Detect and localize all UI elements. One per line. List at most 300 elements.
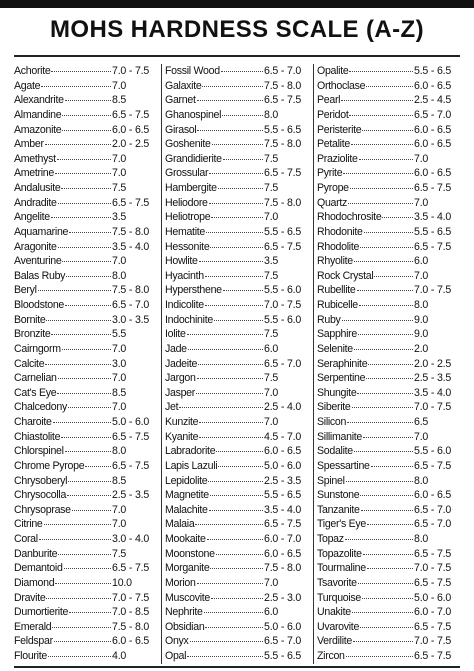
dot-leader (202, 86, 263, 87)
list-item (165, 386, 310, 401)
gem-name: Achorite (14, 65, 51, 77)
gem-name: Rhyolite (317, 255, 353, 268)
hardness-value: 5.5 - 6.0 (264, 284, 302, 297)
dot-leader (210, 247, 263, 248)
list-item (165, 400, 310, 415)
list-item (165, 357, 310, 372)
gem-name: Aventurine (14, 255, 62, 268)
list-item (165, 283, 310, 298)
gem-name: Heliotrope (165, 211, 211, 224)
gem-name: Garnet (165, 94, 196, 107)
hardness-value: 6.5 - 7.5 (112, 196, 150, 209)
gem-name: Hambergite (165, 182, 217, 194)
hardness-value: 3.0 - 3.5 (112, 313, 150, 326)
hardness-value: 10.0 (112, 576, 132, 589)
hardness-value: 5.5 - 6.0 (414, 445, 452, 458)
gem-name: Shungite (317, 386, 357, 399)
dot-leader (72, 510, 111, 511)
list-item (317, 240, 460, 255)
list-item (14, 283, 158, 298)
list-item (14, 605, 158, 620)
list-item (14, 459, 158, 474)
gem-name: Aragonite (14, 240, 57, 253)
list-item (165, 561, 310, 576)
gem-name: Serpentine (317, 372, 366, 385)
dot-leader (354, 349, 413, 350)
list-item (317, 430, 460, 445)
dot-leader (199, 422, 263, 423)
gem-name: Sapphire (317, 328, 358, 341)
gem-name: Chlorspinel (14, 445, 64, 458)
gem-name: Turquoise (317, 591, 362, 604)
hardness-value: 6.5 - 7.0 (264, 357, 302, 370)
list-item (14, 181, 158, 196)
hardness-value: 6.5 - 7.5 (112, 562, 150, 575)
hardness-value: 7.0 (264, 576, 279, 589)
hardness-value: 7.0 - 7.5 (112, 591, 150, 604)
dot-leader (360, 627, 413, 628)
dot-leader (366, 378, 413, 379)
hardness-value: 7.0 (112, 79, 127, 92)
list-item (317, 415, 460, 430)
hardness-value: 5.5 - 6.5 (264, 489, 302, 502)
hardness-value: 2.0 - 2.5 (112, 138, 150, 151)
list-item (317, 196, 460, 211)
list-item (165, 327, 310, 342)
dot-leader (58, 378, 111, 379)
list-item (317, 620, 460, 635)
hardness-value: 2.5 - 3.0 (264, 591, 302, 604)
gem-name: Lapis Lazuli (165, 459, 218, 472)
gem-name: Girasol (165, 123, 197, 136)
gem-name: Jargon (165, 372, 196, 385)
list-item (14, 313, 158, 328)
dot-leader (197, 100, 263, 101)
gem-name: Iolite (165, 328, 186, 341)
list-item (14, 386, 158, 401)
hardness-value: 7.5 (264, 372, 279, 385)
dot-leader (351, 144, 413, 145)
gem-name: Moonstone (165, 547, 215, 560)
hardness-value: 7.0 (112, 255, 127, 268)
gem-name: Goshenite (165, 138, 211, 151)
dot-leader (360, 495, 413, 496)
gem-name: Rhodolite (317, 240, 360, 253)
list-item (165, 137, 310, 152)
hardness-value: 6.5 - 7.5 (414, 547, 452, 560)
top-border-bar (0, 0, 474, 8)
list-item (317, 357, 460, 372)
list-item (14, 634, 158, 649)
list-item (14, 108, 158, 123)
list-item (317, 108, 460, 123)
gem-name: Feldspar (14, 635, 53, 648)
hardness-value: 7.0 - 7.5 (414, 562, 452, 575)
page-title: MOHS HARDNESS SCALE (A-Z) (50, 16, 424, 43)
list-item (165, 415, 310, 430)
list-item (317, 313, 460, 328)
column-1 (14, 64, 158, 664)
list-item (165, 605, 310, 620)
gem-name: Almandine (14, 108, 62, 121)
hardness-value: 7.0 - 7.5 (264, 299, 302, 311)
dot-leader (216, 451, 263, 452)
dot-leader (218, 466, 263, 467)
list-item (14, 196, 158, 211)
dot-leader (61, 188, 111, 189)
hardness-value: 7.0 (264, 211, 279, 224)
hardness-value: 6.5 - 7.0 (414, 108, 452, 121)
list-item (165, 444, 310, 459)
hardness-value: 7.5 - 8.0 (264, 196, 302, 209)
gem-name: Amethyst (14, 152, 56, 165)
gem-name: Orthoclase (317, 79, 366, 92)
gem-name: Galaxite (165, 79, 202, 92)
list-item (14, 327, 158, 342)
dot-leader (347, 422, 413, 423)
gem-name: Lepidolite (165, 474, 208, 487)
list-item (165, 64, 310, 79)
hardness-value: 3.0 (112, 357, 127, 370)
column-divider (161, 64, 162, 664)
column-2 (165, 64, 310, 664)
dot-leader (342, 320, 413, 321)
hardness-value: 2.5 - 4.5 (414, 94, 452, 107)
list-item (165, 591, 310, 606)
list-item (317, 561, 460, 576)
hardness-value: 7.0 (414, 152, 429, 165)
dot-leader (353, 641, 413, 642)
hardness-value: 6.5 - 7.5 (264, 518, 302, 531)
hardness-value: 6.5 - 7.0 (112, 299, 150, 311)
list-item (317, 64, 460, 79)
hardness-value: 6.5 - 7.5 (112, 108, 150, 121)
hardness-value: 3.5 - 4.0 (414, 211, 452, 224)
list-item (14, 152, 158, 167)
dot-leader (196, 393, 263, 394)
list-item (317, 547, 460, 562)
hardness-value: 6.5 - 7.0 (414, 518, 452, 531)
hardness-value: 6.5 - 7.5 (414, 620, 452, 633)
gem-name: Demantoid (14, 562, 63, 575)
dot-leader (39, 539, 111, 540)
dot-leader (366, 86, 413, 87)
list-item (317, 210, 460, 225)
hardness-value: 5.5 - 6.5 (414, 225, 452, 238)
list-item (317, 166, 460, 181)
gem-name: Tsavorite (317, 576, 357, 589)
hardness-value: 6.5 - 7.5 (414, 650, 452, 662)
hardness-value: 7.5 (264, 152, 279, 165)
hardness-value: 6.5 - 7.5 (414, 459, 452, 472)
hardness-value: 6.5 - 7.5 (264, 240, 302, 253)
list-item (165, 210, 310, 225)
dot-leader (223, 159, 263, 160)
list-item (317, 283, 460, 298)
dot-leader (222, 115, 263, 116)
dot-leader (214, 320, 263, 321)
hardness-value: 5.0 - 6.0 (264, 459, 302, 472)
hardness-value: 3.5 - 4.0 (414, 386, 452, 399)
dot-leader (69, 232, 111, 233)
list-item (14, 488, 158, 503)
list-item (14, 517, 158, 532)
list-item (165, 108, 310, 123)
gem-name: Pyrite (317, 167, 343, 180)
gem-name: Chrome Pyrope (14, 459, 85, 472)
dot-leader (54, 641, 111, 642)
column-divider (313, 64, 314, 664)
hardness-value: 6.0 (414, 255, 429, 268)
list-item (165, 532, 310, 547)
dot-leader (343, 173, 413, 174)
gem-name: Verdilite (317, 635, 352, 648)
list-item (317, 532, 460, 547)
hardness-value: 9.0 (414, 328, 429, 341)
gem-name: Dumortierite (14, 606, 69, 619)
gem-name: Labradorite (165, 445, 216, 458)
gem-name: Rhodochrosite (317, 211, 382, 224)
dot-leader (195, 524, 263, 525)
hardness-value: 7.5 (112, 547, 127, 560)
dot-leader (358, 334, 413, 335)
dot-leader (367, 568, 413, 569)
gem-name: Jade (165, 342, 187, 355)
list-item (14, 240, 158, 255)
list-item (317, 254, 460, 269)
list-item (165, 517, 310, 532)
dot-leader (62, 261, 111, 262)
list-item (14, 79, 158, 94)
list-item (14, 430, 158, 445)
list-item (317, 474, 460, 489)
gem-name: Hematite (165, 225, 205, 238)
list-item (14, 357, 158, 372)
hardness-value: 2.5 - 3.5 (414, 372, 452, 385)
list-item (165, 240, 310, 255)
gem-name: Coral (14, 533, 38, 545)
gem-name: Chrysocolla (14, 489, 67, 502)
dot-leader (55, 173, 111, 174)
hardness-value: 6.0 (264, 342, 279, 355)
gem-name: Praziolite (317, 152, 358, 165)
list-item (317, 137, 460, 152)
list-item (165, 371, 310, 386)
hardness-value: 5.5 - 6.5 (264, 225, 302, 238)
hardness-value: 4.5 - 7.0 (264, 430, 302, 443)
hardness-value: 3.5 - 4.0 (112, 240, 150, 253)
hardness-value: 3.5 (264, 255, 279, 268)
gem-name: Nephrite (165, 606, 203, 619)
hardness-value: 6.0 - 6.5 (264, 445, 302, 458)
hardness-value: 8.5 (112, 474, 127, 487)
dot-leader (62, 115, 111, 116)
gem-name: Rock Crystal (317, 269, 374, 282)
dot-leader (367, 524, 413, 525)
gem-name: Angelite (14, 211, 50, 224)
list-item (14, 576, 158, 591)
list-item (14, 649, 158, 664)
dot-leader (85, 466, 111, 467)
list-item (165, 123, 310, 138)
list-item (165, 254, 310, 269)
gem-name: Topazolite (317, 547, 362, 560)
gem-name: Grandidierite (165, 152, 222, 165)
dot-leader (205, 276, 263, 277)
hardness-value: 7.0 (414, 196, 429, 209)
gem-name: Tanzanite (317, 503, 360, 516)
list-item (165, 225, 310, 240)
gem-name: Diamond (14, 576, 55, 589)
column-3 (317, 64, 460, 664)
gem-name: Indicolite (165, 299, 204, 311)
dot-leader (52, 627, 111, 628)
gem-name: Emerald (14, 620, 52, 633)
dot-leader (41, 86, 111, 87)
dot-leader (61, 437, 111, 438)
dot-leader (349, 71, 413, 72)
gem-name: Malachite (165, 503, 208, 516)
list-item (165, 152, 310, 167)
gem-name: Bornite (14, 313, 46, 326)
dot-leader (357, 393, 413, 394)
hardness-value: 6.5 - 7.0 (414, 503, 452, 516)
dot-leader (341, 100, 413, 101)
hardness-value: 6.5 - 7.5 (414, 182, 452, 194)
dot-leader (361, 510, 413, 511)
list-item (14, 591, 158, 606)
hardness-value: 6.0 - 6.5 (414, 138, 452, 151)
hardness-value: 6.0 - 6.5 (264, 547, 302, 560)
gem-name: Sunstone (317, 489, 360, 502)
dot-leader (46, 320, 111, 321)
hardness-value: 7.0 (112, 372, 127, 385)
dot-leader (197, 583, 263, 584)
gem-name: Andalusite (14, 182, 61, 194)
dot-leader (368, 364, 413, 365)
list-item (14, 210, 158, 225)
list-item (317, 517, 460, 532)
gem-name: Chiastolite (14, 430, 61, 443)
dot-leader (179, 407, 263, 408)
dot-leader (62, 130, 111, 131)
gem-name: Indochinite (165, 313, 213, 326)
hardness-value: 7.0 - 7.5 (414, 284, 452, 297)
gem-name: Charoite (14, 416, 52, 428)
list-item (14, 342, 158, 357)
dot-leader (382, 217, 413, 218)
hardness-value: 6.0 - 6.5 (414, 79, 452, 92)
dot-leader (190, 641, 263, 642)
hardness-value: 5.0 - 6.0 (112, 416, 150, 428)
dot-leader (358, 583, 413, 584)
gem-name: Siberite (317, 401, 351, 414)
hardness-value: 7.5 - 8.0 (264, 138, 302, 151)
dot-leader (69, 612, 111, 613)
gem-name: Rubellite (317, 284, 356, 297)
list-item (317, 488, 460, 503)
gem-name: Magnetite (165, 489, 209, 502)
dot-leader (362, 130, 413, 131)
gem-name: Citrine (14, 518, 43, 531)
list-item (317, 634, 460, 649)
gem-name: Unakite (317, 606, 351, 619)
dot-leader (197, 130, 263, 131)
list-item (14, 561, 158, 576)
list-item (165, 620, 310, 635)
list-item (14, 444, 158, 459)
dot-leader (346, 481, 413, 482)
hardness-value: 6.0 - 7.0 (414, 606, 452, 619)
list-item (165, 269, 310, 284)
list-item (165, 547, 310, 562)
gem-name: Howlite (165, 255, 198, 268)
dot-leader (55, 583, 111, 584)
hardness-value: 7.5 (264, 182, 279, 194)
dot-leader (218, 188, 263, 189)
list-item (317, 269, 460, 284)
dot-leader (345, 539, 413, 540)
list-item (165, 488, 310, 503)
gem-name: Hessonite (165, 240, 210, 253)
gem-name: Chalcedony (14, 401, 67, 414)
dot-leader (199, 437, 263, 438)
bottom-rule (14, 666, 460, 668)
list-item (317, 342, 460, 357)
hardness-value: 5.5 - 6.5 (264, 123, 302, 136)
list-item (165, 298, 310, 313)
list-item (14, 415, 158, 430)
dot-leader (348, 203, 413, 204)
gem-name: Hyacinth (165, 269, 204, 282)
dot-leader (187, 656, 263, 657)
dot-leader (67, 495, 111, 496)
list-item (165, 430, 310, 445)
list-item (14, 400, 158, 415)
gem-name: Ghanospinel (165, 108, 222, 121)
hardness-value: 6.5 (414, 416, 429, 428)
dot-leader (187, 334, 263, 335)
gem-name: Spessartine (317, 459, 370, 472)
hardness-value: 6.5 - 7.0 (264, 635, 302, 648)
list-item (317, 298, 460, 313)
dot-leader (216, 554, 263, 555)
gem-name: Quartz (317, 196, 347, 209)
dot-leader (198, 364, 263, 365)
hardness-value: 8.0 (264, 108, 279, 121)
gem-name: Spinel (317, 474, 345, 487)
hardness-value: 7.0 (112, 518, 127, 531)
hardness-value: 7.0 - 7.5 (112, 65, 150, 77)
hardness-value: 7.5 (264, 328, 279, 341)
list-item (14, 620, 158, 635)
list-item (165, 474, 310, 489)
dot-leader (357, 290, 413, 291)
list-item (317, 605, 460, 620)
list-item (165, 93, 310, 108)
gem-name: Ametrine (14, 167, 54, 180)
gem-name: Jadeite (165, 357, 198, 370)
dot-leader (58, 203, 111, 204)
gem-name: Morganite (165, 562, 210, 575)
dot-leader (359, 159, 413, 160)
list-item (14, 298, 158, 313)
dot-leader (350, 188, 413, 189)
hardness-value: 7.0 - 7.5 (414, 635, 452, 648)
dot-leader (197, 378, 263, 379)
gem-name: Andradite (14, 196, 57, 209)
list-item (14, 225, 158, 240)
